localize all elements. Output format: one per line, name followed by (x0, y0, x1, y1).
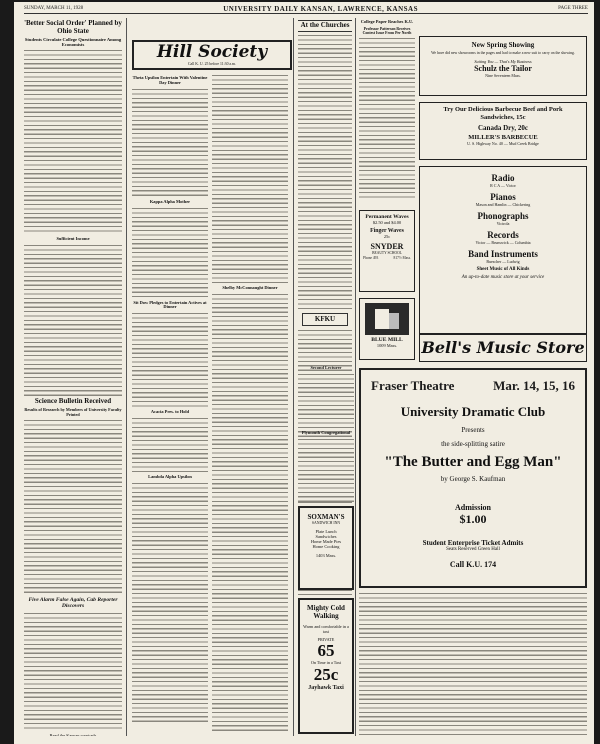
ad-soxman-sub: SANDWICH INN (311, 521, 341, 525)
ad-taxi-l3: Warm and comfortable in a taxi (303, 624, 349, 634)
ad-soxman-l4: Home Cooking (312, 544, 340, 549)
headline-science-bulletin: Science Bulletin Received (34, 397, 112, 406)
ad-perm-title: Permanent Waves (365, 214, 409, 220)
masthead-subtitle: Call K. U. 25 before 11:30 a.m. (188, 62, 236, 66)
ad-fraser-call: Call K.U. 174 (449, 560, 497, 569)
ad-spring-line1: We have did new showrooms in the pages and had to make a new suit to carry on the showing. (431, 51, 575, 55)
page-number: PAGE THREE (558, 6, 588, 11)
ad-spring-title: New Spring Showing (471, 41, 535, 49)
ad-barbecue (419, 102, 587, 160)
ad-mill-name: BLUE MILL (371, 337, 403, 343)
ad-soxman (298, 506, 354, 590)
ad-music-sheet: Sheet Music of All Kinds (476, 267, 530, 272)
ad-music-store (419, 166, 587, 334)
headline-shelby: Shelby McConnaught Dinner (222, 285, 278, 290)
ad-soxman-l3: Home Made Pies (310, 539, 342, 544)
ad-music-records-sub: Victor — Brunswick — Columbia (475, 240, 531, 245)
ad-bbq-address: U. S. Highway No. 40 — Mud Creek Bridge (467, 141, 539, 146)
ad-music-pianos: Pianos (490, 192, 516, 202)
column-4 (359, 18, 415, 208)
headline-theta-upsilon: Theta Upsilon Entertain With Valentine Day Dinner (132, 75, 208, 85)
ad-fraser-club: University Dramatic Club (400, 404, 546, 419)
ad-taxi-l4: PRIVATE (317, 637, 335, 642)
headline-kappa-alpha: Kappa Alpha Mother (149, 198, 191, 204)
ad-spring-showing (419, 36, 587, 96)
page-date: SUNDAY, MARCH 11, 1928 (24, 6, 84, 11)
ad-music-store-name: Bell's Music Store (421, 338, 585, 357)
ad-taxi-number: 65 (317, 641, 335, 660)
ad-soxman-l1: Plate Lunch (315, 529, 337, 534)
newspaper-page (14, 2, 594, 744)
ad-fraser-play: "The Butter and Egg Man" (384, 454, 562, 470)
ad-fraser-seats: Seats Reserved Green Hall (446, 547, 500, 552)
subhead-research: Results of Research by Members of University Faculty Printed (24, 407, 122, 417)
ad-taxi-name: Jayhawk Taxi (308, 685, 344, 691)
headline-acacia: Acacia Pres. to Hold (150, 409, 190, 415)
headline-sit-dow: Sit Dow Pledges to Entertain Actives at Dinner (133, 299, 207, 310)
ad-fraser-dates: Mar. 14, 15, 16 (493, 378, 575, 393)
ad-bbq-line1: Try Our Delicious Barbecue Beef and Pork Sandwiches, 15c (443, 106, 563, 121)
ad-fraser-presents: Presents (461, 426, 485, 434)
ad-mill-address: 1009 Mass. (376, 343, 398, 348)
kfku-box: KFKU (302, 313, 348, 327)
ad-taxi-l2: Walking (313, 612, 339, 620)
ad-music-note: An up-to-date music store at your service (461, 275, 545, 280)
subhead-second-lecturer: Second Lecturer (310, 365, 342, 370)
ad-perm-finger-price: 25c (383, 234, 391, 239)
ad-spring-address: Nine Seventeen Mass. (485, 73, 521, 78)
ad-fraser-admission: Admission (454, 503, 491, 512)
ad-jayhawk-taxi (298, 598, 354, 734)
hill-society-masthead (132, 40, 292, 70)
ad-taxi-l1: Mighty Cold (307, 604, 345, 612)
footer-want-ads: Read the Kansan want-ads (49, 732, 97, 736)
masthead-title: Hill Society (156, 42, 268, 62)
ad-music-band: Band Instruments (468, 249, 538, 259)
ad-bells-music-store-banner (419, 334, 587, 362)
ad-fraser-ticket: Student Enterprise Ticket Admits (422, 539, 524, 547)
ad-fraser-author: by George S. Kaufman (440, 475, 506, 483)
ad-soxman-address: 1403 Mass. (315, 553, 337, 558)
ad-taxi-price: 25c (313, 665, 339, 684)
ad-taxi-l5: On Time in a Taxi (310, 660, 342, 665)
ad-perm-finger: Finger Waves (370, 228, 404, 234)
ad-fraser-side: the side-splitting satire (441, 440, 505, 448)
running-head (24, 4, 588, 14)
ad-music-radio: Radio (491, 173, 515, 183)
column-middle-lower (298, 364, 354, 502)
subhead-questionnaire: Students Circulate College Questionnaire Among Economists (24, 37, 122, 48)
headline-five-alarm: Five Alarm False Again, Cab Reporter Discovers (28, 597, 118, 610)
ad-music-pianos-sub: Mason and Hamlin — Chickering (475, 202, 531, 207)
column-2b (212, 74, 288, 736)
ad-perm-prices: $2.50 and $4.00 (372, 220, 402, 225)
column-2a (132, 74, 208, 736)
headline-churches: At the Churches (298, 20, 352, 32)
ad-perm-name: SNYDER (370, 242, 404, 251)
ad-bbq-canada-dry: Canada Dry, 20c (478, 124, 528, 132)
ad-music-band-sub: Buescher — Ludwig (486, 259, 520, 264)
ad-perm-sub: BEAUTY SCHOOL (372, 251, 402, 255)
ad-music-phono-sub: Victrola (496, 221, 510, 226)
ad-music-radio-sub: R C A — Victor (490, 183, 516, 188)
headline-social-order: 'Better Social Order' Planned by Ohio State (24, 19, 122, 35)
subhead-plymouth: Plymouth Congregational (301, 429, 351, 435)
paper-title: UNIVERSITY DAILY KANSAN, LAWRENCE, KANSAS (223, 4, 419, 13)
subhead-patterson: Professor Patterson Receives Contest Issue From Per North (362, 26, 412, 36)
ad-perm-address: 817½ Mass. (393, 256, 411, 260)
blue-mill-illustration (365, 303, 409, 335)
ad-soxman-name: SOXMAN'S (307, 513, 345, 521)
ad-bbq-name: MILLER'S BARBECUE (468, 134, 538, 141)
ad-blue-mill (359, 298, 415, 360)
ad-permanent-waves (359, 210, 415, 292)
ad-fraser-theatre (359, 368, 587, 588)
headline-lambda-alpha: Lambda Alpha Upsilon (148, 474, 192, 480)
ad-spring-name: Schulz the Tailor (474, 64, 532, 73)
ad-fraser-price: $1.00 (459, 512, 487, 526)
column-4-mid (359, 362, 415, 366)
ad-perm-phone: Phone 493 (363, 256, 379, 260)
column-1 (24, 18, 122, 736)
ad-music-records: Records (487, 230, 519, 240)
ad-spring-slogan: Suiting You — That's My Business (474, 59, 532, 64)
ad-fraser-head: Fraser Theatre (371, 378, 455, 393)
subhead-sufficient-income: Sufficient Income (56, 236, 90, 242)
column-3-lower-text (359, 592, 587, 736)
ad-music-phono: Phonographs (477, 211, 529, 221)
ad-soxman-l2: Sandwiches (315, 534, 337, 539)
headline-college-paper: College Paper Reaches K.U. (360, 19, 414, 24)
